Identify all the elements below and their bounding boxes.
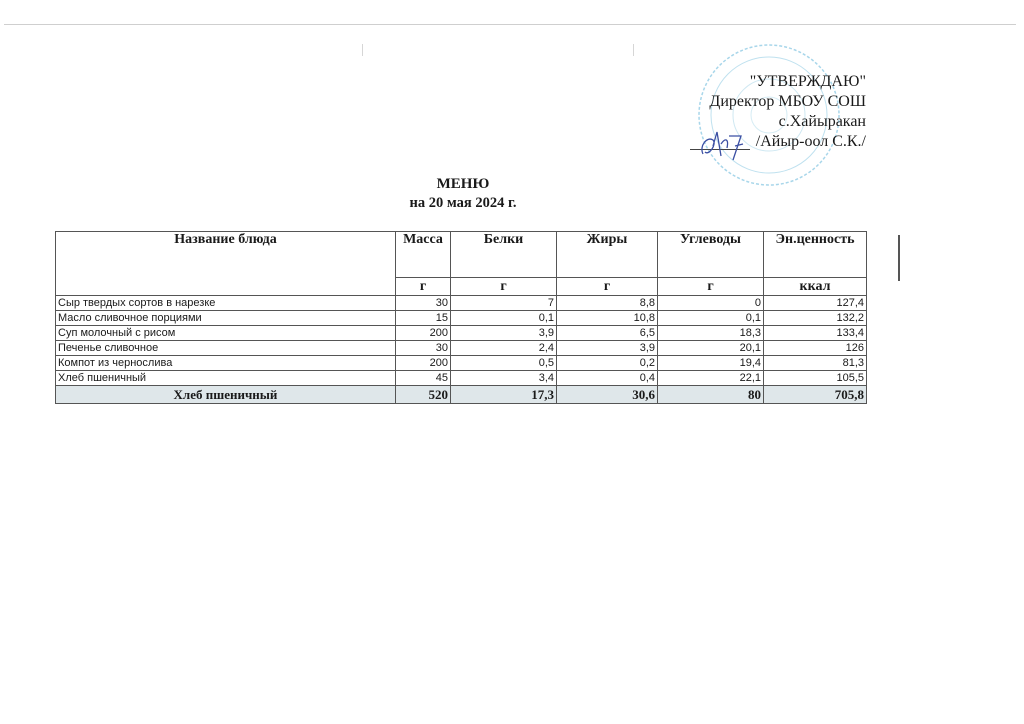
dish-fat: 10,8: [557, 311, 658, 326]
dish-fat: 0,4: [557, 371, 658, 386]
dish-name: Сыр твердых сортов в нарезке: [56, 296, 396, 311]
approval-title: "УТВЕРЖДАЮ": [749, 73, 866, 90]
total-mass: 520: [396, 386, 451, 404]
dish-name: Хлеб пшеничный: [56, 371, 396, 386]
dish-energy: 81,3: [764, 356, 867, 371]
dish-name: Суп молочный с рисом: [56, 326, 396, 341]
dish-fat: 0,2: [557, 356, 658, 371]
signature: [697, 126, 755, 162]
total-protein: 17,3: [451, 386, 557, 404]
column-header-mass: Масса: [396, 232, 451, 278]
dish-energy: 105,5: [764, 371, 867, 386]
approval-position: Директор МБОУ СОШ: [709, 93, 866, 110]
unit-fat: г: [557, 278, 658, 296]
total-label: Хлеб пшеничный: [56, 386, 396, 404]
unit-protein: г: [451, 278, 557, 296]
column-header-fat: Жиры: [557, 232, 658, 278]
table-row: [56, 296, 867, 311]
dish-fat: 6,5: [557, 326, 658, 341]
dish-mass: 15: [396, 311, 451, 326]
document-date: на 20 мая 2024 г.: [409, 195, 517, 211]
dish-carbs: 0: [658, 296, 764, 311]
dish-name: Печенье сливочное: [56, 341, 396, 356]
dish-protein: 7: [451, 296, 557, 311]
dish-carbs: 20,1: [658, 341, 764, 356]
dish-mass: 200: [396, 326, 451, 341]
dish-fat: 8,8: [557, 296, 658, 311]
total-carbs: 80: [658, 386, 764, 404]
column-header-name: Название блюда: [56, 232, 396, 296]
dish-name: Масло сливочное порциями: [56, 311, 396, 326]
document-title: МЕНЮ: [436, 176, 490, 192]
dish-protein: 2,4: [451, 341, 557, 356]
dish-protein: 3,9: [451, 326, 557, 341]
dish-protein: 0,1: [451, 311, 557, 326]
table-row: [56, 356, 867, 371]
total-energy: 705,8: [764, 386, 867, 404]
scan-top-edge: [4, 24, 1016, 25]
unit-energy: ккал: [764, 278, 867, 296]
menu-table: [55, 231, 867, 404]
dish-energy: 127,4: [764, 296, 867, 311]
total-row: [56, 386, 867, 404]
dish-mass: 45: [396, 371, 451, 386]
dish-mass: 30: [396, 341, 451, 356]
dish-protein: 0,5: [451, 356, 557, 371]
column-header-protein: Белки: [451, 232, 557, 278]
dish-energy: 132,2: [764, 311, 867, 326]
dish-protein: 3,4: [451, 371, 557, 386]
dish-mass: 30: [396, 296, 451, 311]
approval-signatory: /Айыр-оол С.К./: [755, 133, 866, 150]
column-header-carbs: Углеводы: [658, 232, 764, 278]
column-header-energy: Эн.ценность: [764, 232, 867, 278]
dish-name: Компот из чернослива: [56, 356, 396, 371]
scan-mark: [362, 44, 363, 56]
table-row: [56, 341, 867, 356]
header-row: [56, 232, 867, 278]
dish-carbs: 0,1: [658, 311, 764, 326]
table-row: [56, 326, 867, 341]
dish-carbs: 18,3: [658, 326, 764, 341]
unit-mass: г: [396, 278, 451, 296]
dish-fat: 3,9: [557, 341, 658, 356]
dish-carbs: 19,4: [658, 356, 764, 371]
dish-mass: 200: [396, 356, 451, 371]
dish-carbs: 22,1: [658, 371, 764, 386]
margin-line: [898, 235, 900, 281]
scan-mark: [633, 44, 634, 56]
total-fat: 30,6: [557, 386, 658, 404]
table-row: [56, 371, 867, 386]
approval-village: с.Хайыракан: [778, 113, 866, 130]
unit-carbs: г: [658, 278, 764, 296]
dish-energy: 133,4: [764, 326, 867, 341]
dish-energy: 126: [764, 341, 867, 356]
table-row: [56, 311, 867, 326]
